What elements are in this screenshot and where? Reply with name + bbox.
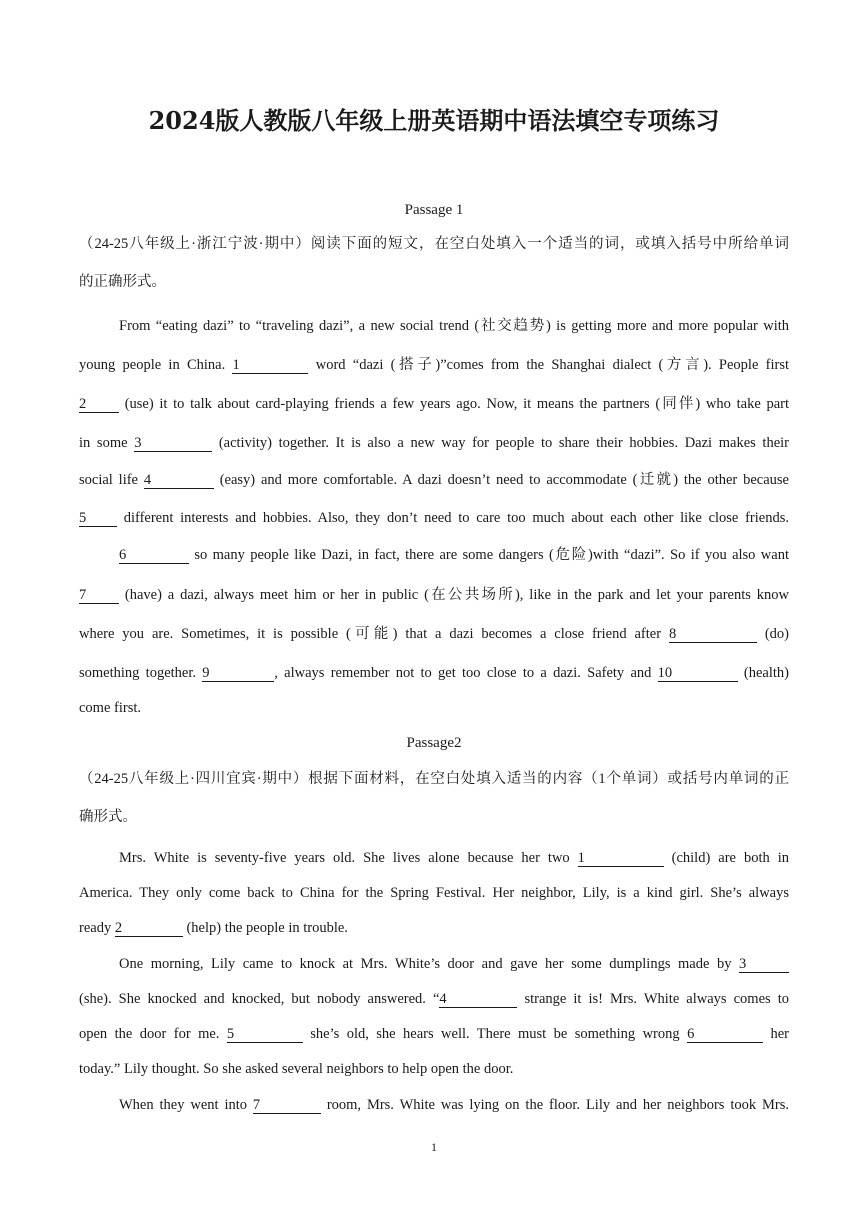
- text-line: Mrs. White is seventy-five years old. She lives alone because her two 1 (child) are both in: [119, 850, 789, 866]
- passage-2-heading: Passage2: [406, 735, 462, 751]
- blank-6: 6: [687, 1026, 763, 1043]
- blank-6: 6: [119, 547, 189, 564]
- blank-7: 7: [253, 1097, 321, 1114]
- text-line: When they went into 7 room, Mrs. White was lying on the floor. Lily and her neighbors took Mrs.: [119, 1097, 789, 1113]
- document-title: 2024版人教版八年级上册英语期中语法填空专项练习: [148, 106, 720, 135]
- passage-1-heading: Passage 1: [404, 202, 464, 218]
- passage-2-instruction: （24-25八年级上·四川宜宾·期中）根据下面材料，在空白处填入适当的内容（1个单词）或括号内单词的正: [79, 771, 789, 787]
- passage-1-instruction: 的正确形式。: [79, 274, 166, 290]
- text-line: social life 4 (easy) and more comfortable. A dazi doesn’t need to accommodate (迁就) the other because: [79, 472, 789, 488]
- blank-1: 1: [232, 357, 308, 374]
- text-line: ready 2 (help) the people in trouble.: [79, 920, 348, 936]
- text-line: young people in China. 1 word “dazi (搭子)”comes from the Shanghai dialect (方言). People first: [79, 357, 789, 373]
- blank-2: 2: [79, 396, 119, 413]
- text-line: America. They only come back to China for the Spring Festival. Her neighbor, Lily, is a kind girl. She’s always: [79, 885, 789, 901]
- text-line: where you are. Sometimes, it is possible (可能) that a dazi becomes a close friend after 8 (do): [79, 626, 789, 642]
- blank-5: 5: [79, 510, 117, 527]
- blank-5: 5: [227, 1026, 303, 1043]
- blank-2: 2: [115, 920, 183, 937]
- blank-1: 1: [578, 850, 664, 867]
- blank-4: 4: [439, 991, 517, 1008]
- text-line: come first.: [79, 700, 142, 716]
- passage-1-instruction: （24-25八年级上·浙江宁波·期中）阅读下面的短文，在空白处填入一个适当的词，或填入括号中所给单词: [79, 236, 789, 252]
- blank-10: 10: [658, 665, 738, 682]
- passage-2-instruction: 确形式。: [79, 809, 137, 825]
- text-line: today.” Lily thought. So she asked several neighbors to help open the door.: [79, 1061, 514, 1077]
- text-line: something together. 9 , always remember not to get too close to a dazi. Safety and 10 (health): [79, 665, 790, 681]
- text-line: 2 (use) it to talk about card-playing friends a few years ago. Now, it means the partners (同伴) who take part: [79, 396, 789, 412]
- text-line: 7 (have) a dazi, always meet him or her in public (在公共场所), like in the park and let your parents know: [79, 587, 789, 603]
- text-line: (she). She knocked and knocked, but nobody answered. “4 strange it is! Mrs. White always comes to: [79, 991, 789, 1007]
- text-line: From “eating dazi” to “traveling dazi”, a new social trend (社交趋势) is getting more and more popular with: [119, 318, 789, 334]
- blank-3: 3: [134, 435, 212, 452]
- blank-4: 4: [144, 472, 214, 489]
- blank-8: 8: [669, 626, 757, 643]
- blank-3: 3: [739, 956, 789, 973]
- page-number: 1: [431, 1140, 437, 1154]
- text-line: 6 so many people like Dazi, in fact, there are some dangers (危险)with “dazi”. So if you also want: [119, 547, 789, 563]
- text-line: in some 3 (activity) together. It is also a new way for people to share their hobbies. Dazi makes their: [79, 435, 789, 451]
- text-line: open the door for me. 5 she’s old, she hears well. There must be something wrong 6 her: [79, 1026, 789, 1042]
- blank-7: 7: [79, 587, 119, 604]
- blank-9: 9: [202, 665, 274, 682]
- text-line: One morning, Lily came to knock at Mrs. White’s door and gave her some dumplings made by 3: [119, 954, 789, 974]
- text-line: 5 different interests and hobbies. Also, they don’t need to care too much about each other like close friends.: [79, 510, 789, 526]
